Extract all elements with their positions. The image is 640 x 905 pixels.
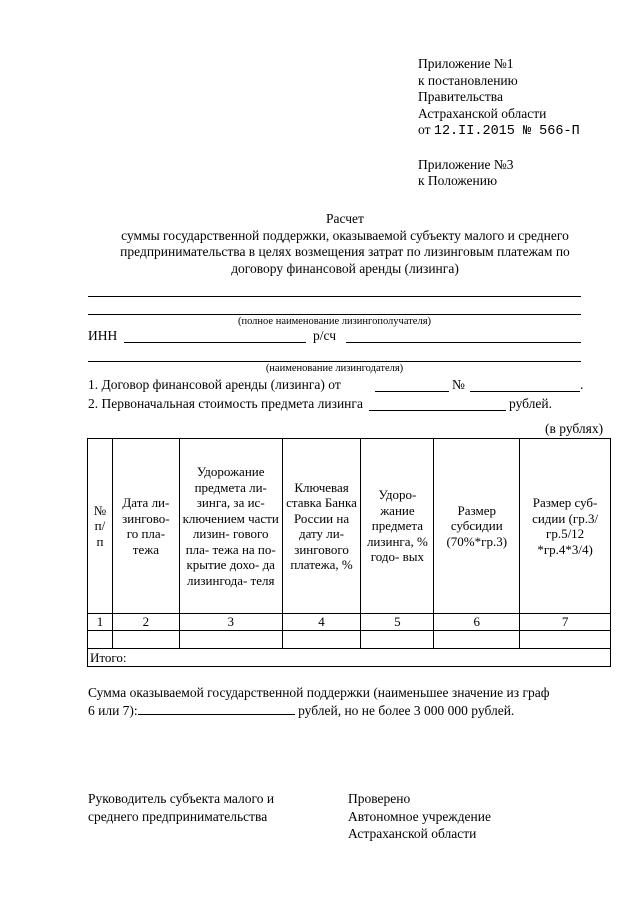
column-number: 3 xyxy=(179,614,282,631)
table-cell[interactable] xyxy=(88,631,113,649)
header-cell: № п/ п xyxy=(88,439,113,614)
table-cell[interactable] xyxy=(361,631,434,649)
column-number: 2 xyxy=(112,614,179,631)
contract-date-field[interactable] xyxy=(375,391,449,392)
appendix3-line: к Положению xyxy=(418,173,498,188)
table-cell[interactable] xyxy=(179,631,282,649)
calculation-table xyxy=(87,438,611,667)
lessor-name-line[interactable] xyxy=(88,361,581,362)
units-note: (в рублях) xyxy=(545,421,604,436)
appendix1-line: Правительства xyxy=(418,89,503,104)
appendix1-line: Астраханской области xyxy=(418,105,547,121)
table-row xyxy=(88,631,611,649)
appendix1-line: к постановлению xyxy=(418,72,518,88)
total-row xyxy=(88,649,611,667)
header-cell: Размер субсидии (70%*гр.3) xyxy=(434,439,520,614)
document-title xyxy=(60,211,630,277)
summary-line2-start: 6 или 7): xyxy=(88,703,138,718)
signature-right-line: Проверено xyxy=(348,791,411,806)
signature-left xyxy=(88,790,274,825)
signature-right-line: Автономное учреждение xyxy=(348,808,491,824)
header-cell: Удорожание предмета ли- зинга, за ис- ключением части лизин- гового пла- тежа на по- крытие дохо- да лизингода- теля xyxy=(179,439,282,614)
table-cell[interactable] xyxy=(112,631,179,649)
inn-label: ИНН xyxy=(88,328,118,343)
header-cell: Удоро- жание предмета лизинга, % годо- вых xyxy=(361,439,434,614)
account-label: р/сч xyxy=(313,328,337,343)
column-number: 7 xyxy=(520,614,611,631)
lessee-name-line-2[interactable] xyxy=(88,314,581,315)
signature-right xyxy=(348,790,491,843)
item1-label: 1. Договор финансовой аренды (лизинга) от xyxy=(88,377,341,392)
title-line: суммы государственной поддержки, оказываемой субъекту малого и среднего xyxy=(121,227,569,243)
account-field[interactable] xyxy=(346,342,581,343)
header-cell: Ключевая ставка Банка России на дату ли- зингового платежа, % xyxy=(282,439,361,614)
header-cell: Дата ли- зингово- го пла- тежа xyxy=(112,439,179,614)
summary-line2-end: рублей, но не более 3 000 000 рублей. xyxy=(298,703,515,718)
item1-end: . xyxy=(580,377,584,392)
title-heading: Расчет xyxy=(326,211,364,226)
inn-field[interactable] xyxy=(124,342,306,343)
inn-row xyxy=(88,328,117,344)
column-number: 5 xyxy=(361,614,434,631)
summary xyxy=(88,684,623,720)
title-line: договору финансовой аренды (лизинга) xyxy=(231,260,459,276)
contract-number-field[interactable] xyxy=(470,391,580,392)
table-cell[interactable] xyxy=(520,631,611,649)
signature-right-line: Астраханской области xyxy=(348,826,477,841)
item2-unit: рублей. xyxy=(509,396,553,411)
column-number: 6 xyxy=(434,614,520,631)
table-cell[interactable] xyxy=(282,631,361,649)
title-line: предпринимательства в целях возмещения затрат по лизинговым платежам по xyxy=(120,244,570,259)
signature-left-line: среднего предпринимательства xyxy=(88,808,268,824)
subsidy-amount-field[interactable] xyxy=(138,702,295,715)
lessee-name-line-1[interactable] xyxy=(88,296,581,297)
header-cell: Размер суб- сидии (гр.3/гр.5/12 *гр.4*3/4) xyxy=(520,439,611,614)
appendix1-line: Приложение №1 xyxy=(418,56,514,71)
column-number: 4 xyxy=(282,614,361,631)
signature-left-line: Руководитель субъекта малого и xyxy=(88,791,275,806)
summary-line1: Сумма оказываемой государственной поддержки (наименьшее значение из граф xyxy=(88,685,550,700)
table-cell[interactable] xyxy=(434,631,520,649)
appendix-header xyxy=(418,56,633,190)
decree-date-line xyxy=(418,122,633,141)
column-number: 1 xyxy=(88,614,113,631)
column-number-row xyxy=(88,614,611,631)
total-label: Итого: xyxy=(88,649,611,667)
decree-stamp: 12.II.2015 № 566-П xyxy=(433,124,580,139)
stamp-prefix: от xyxy=(418,122,431,137)
appendix3-line: Приложение №3 xyxy=(418,156,514,172)
lessor-caption: (наименование лизингодателя) xyxy=(265,363,404,374)
table-header-row xyxy=(88,439,611,614)
lessee-caption: (полное наименование лизингополучателя) xyxy=(237,316,432,327)
item2-label: 2. Первоначальная стоимость предмета лизинга xyxy=(88,396,363,411)
initial-cost-field[interactable] xyxy=(369,410,506,411)
summary-line2 xyxy=(88,702,623,720)
item1-number-sign: № xyxy=(452,377,465,392)
